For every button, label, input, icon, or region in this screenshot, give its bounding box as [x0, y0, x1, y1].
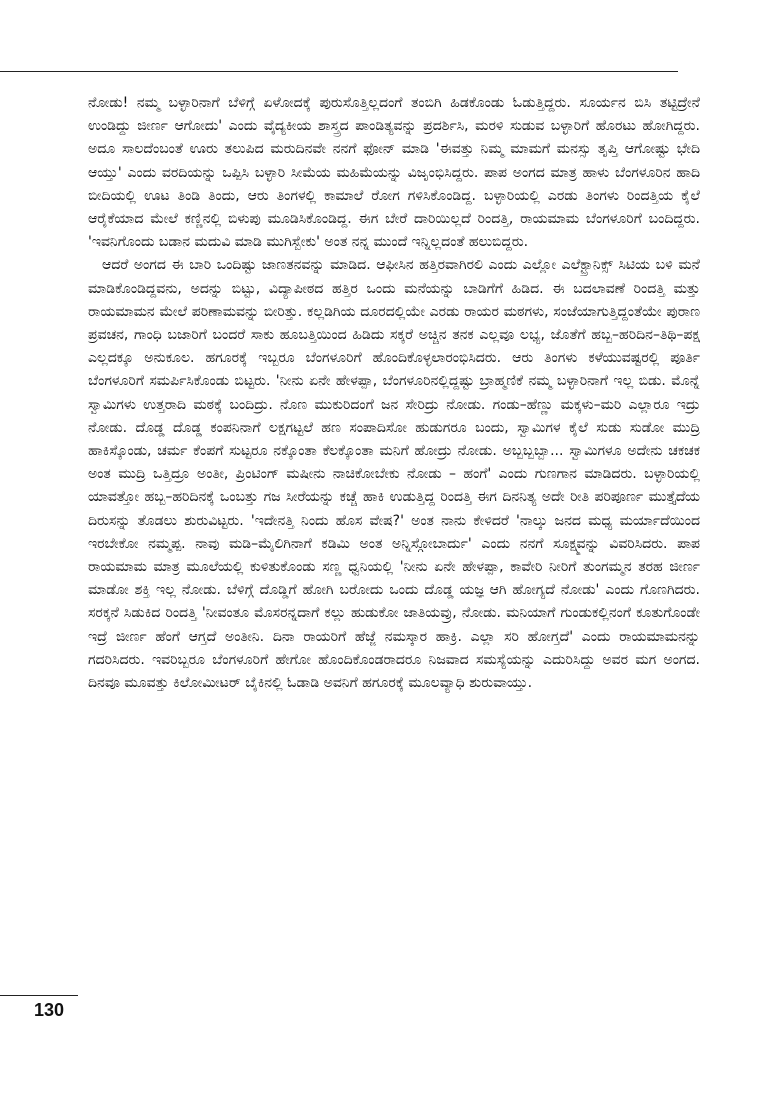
top-rule — [0, 71, 678, 72]
paragraph-2: ಆದರೆ ಅಂಗದ ಈ ಬಾರಿ ಒಂದಿಷ್ಟು ಜಾಣತನವನ್ನು ಮಾಡಿದ. ಆಫೀಸಿನ ಹತ್ತಿರವಾಗಿರಲಿ ಎಂದು ಎಲ್ಲೋ ಎಲೆಕ್ಟ್ರಾನಿಕ್ಸ್ ಸಿಟಿಯ ಬಳಿ ಮನೆ ಮಾಡಿಕೊಂಡಿದ್ದವನು, ಅದನ್ನು ಬಿಟ್ಟು, ವಿದ್ಯಾಪೀಠದ ಹತ್ತಿರ ಒಂದು ಮನೆಯನ್ನು ಬಾಡಿಗೆಗೆ ಹಿಡಿದ. ಈ ಬದಲಾವಣೆ ರಿಂದತ್ತಿ ಮತ್ತು ರಾಯಮಾಮನ ಮೇಲೆ ಪರಿಣಾಮವನ್ನು ಬೀರಿತ್ತು. ಕಲ್ಲಡಿಗಿಯ ದೂರದಲ್ಲಿಯೇ ಎರಡು ರಾಯರ ಮಠಗಳು, ಸಂಜೆಯಾಗುತ್ತಿದ್ದಂತೆಯೇ ಪುರಾಣ ಪ್ರವಚನ, ಗಾಂಧಿ ಬಜಾರಿಗೆ ಬಂದರೆ ಸಾಕು ಹೂಬತ್ತಿಯಿಂದ ಹಿಡಿದು ಸಕ್ಕರೆ ಅಚ್ಚಿನ ತನಕ ಎಲ್ಲವೂ ಲಭ್ಯ, ಜೊತೆಗೆ ಹಬ್ಬ–ಹರಿದಿನ–ತಿಥಿ–ಪಕ್ಷ ಎಲ್ಲದಕ್ಕೂ ಅನುಕೂಲ. ಹಗೂರಕ್ಕೆ ಇಬ್ಬರೂ ಬೆಂಗಳೂರಿಗೆ ಹೊಂದಿಕೊಳ್ಳಲಾರಂಭಿಸಿದರು. ಆರು ತಿಂಗಳು ಕಳೆಯುವಷ್ಟರಲ್ಲಿ ಪೂರ್ತಿ ಬೆಂಗಳೂರಿಗೆ ಸಮರ್ಪಿಸಿಕೊಂಡು ಬಿಟ್ಟರು. 'ನೀನು ಏನೇ ಹೇಳಪ್ಪಾ, ಬೆಂಗಳೂರಿನಲ್ಲಿದ್ದಷ್ಟು ಬ್ರಾಹ್ಮಣಿಕೆ ನಮ್ಮ ಬಳ್ಳಾರಿನಾಗೆ ಇಲ್ಲ ಬಿಡು. ಮೊನ್ನೆ ಸ್ವಾಮಿಗಳು ಉತ್ತರಾದಿ ಮಠಕ್ಕೆ ಬಂದಿದ್ರು. ನೊಣ ಮುಕುರಿದಂಗೆ ಜನ ಸೇರಿದ್ರು ನೋಡು. ಗಂಡು–ಹೆಣ್ಣು ಮಕ್ಕಳು–ಮರಿ ಎಲ್ಲಾರೂ ಇದ್ರು ನೋಡು. ದೊಡ್ಡ ದೊಡ್ಡ ಕಂಪನಿನಾಗೆ ಲಕ್ಷಗಟ್ಟಲೆ ಹಣ ಸಂಪಾದಿಸೋ ಹುಡುಗರೂ ಬಂದು, ಸ್ವಾಮಿಗಳ ಕೈಲೆ ಸುಡು ಸುಡೋ ಮುದ್ರಿ ಹಾಕಿಸ್ಕೊಂಡು, ಚರ್ಮ ಕೆಂಪಗೆ ಸುಟ್ಟರೂ ನಕ್ಕೊಂತಾ ಕೆಲಕ್ಕೊಂತಾ ಮನಿಗೆ ಹೋದ್ರು ನೋಡು. ಅಬ್ಬಬ್ಬಬ್ಬಾ... ಸ್ವಾಮಿಗಳೂ ಅದೇನು ಚಕಚಕ ಅಂತ ಮುದ್ರಿ ಒತ್ತಿದ್ರೂ ಅಂತೀ, ಪ್ರಿಂಟಿಂಗ್ ಮಷೀನು ನಾಚಿಕೋಬೇಕು ನೋಡು – ಹಂಗೆ' ಎಂದು ಗುಣಗಾನ ಮಾಡಿದರು. ಬಳ್ಳಾರಿಯಲ್ಲಿ ಯಾವತ್ತೋ ಹಬ್ಬ–ಹರಿದಿನಕ್ಕೆ ಒಂಬತ್ತು ಗಜ ಸೀರೆಯನ್ನು ಕಚ್ಚೆ ಹಾಕಿ ಉಡುತ್ತಿದ್ದ ರಿಂದತ್ತಿ ಈಗ ದಿನನಿತ್ಯ ಅದೇ ರೀತಿ ಪರಿಪೂರ್ಣ ಮುತ್ತೈದೆಯ ದಿರುಸನ್ನು ತೊಡಲು ಶುರುವಿಟ್ಟರು. 'ಇದೇನತ್ತಿ ನಿಂದು ಹೊಸ ವೇಷ?' ಅಂತ ನಾನು ಕೇಳಿದರೆ 'ನಾಲ್ಕು ಜನದ ಮಧ್ಯ ಮರ್ಯಾದೆಯಿಂದ ಇರಬೇಕೋ ನಮ್ಮಪ್ಪ. ನಾವು ಮಡಿ–ಮೈಲಿಗಿನಾಗೆ ಕಡಿಮಿ ಅಂತ ಅನ್ನಿಸ್ಗೋಬಾರ್ದು' ಎಂದು ನನಗೆ ಸೂಕ್ಷ್ಮವನ್ನು ವಿವರಿಸಿದರು. ಪಾಪ ರಾಯಮಾಮ ಮಾತ್ರ ಮೂಲೆಯಲ್ಲಿ ಕುಳಿತುಕೊಂಡು ಸಣ್ಣ ಧ್ವನಿಯಲ್ಲಿ 'ನೀನು ಏನೇ ಹೇಳಪ್ಪಾ, ಕಾವೇರಿ ನೀರಿಗೆ ತುಂಗಮ್ಮನ ತರಹ ಜೀರ್ಣ ಮಾಡೋ ಶಕ್ತಿ ಇಲ್ಲ ನೋಡು. ಬೆಳಿಗ್ಗೆ ದೊಡ್ಡಿಗೆ ಹೋಗಿ ಬರೋದು ಒಂದು ದೊಡ್ಡ ಯಜ್ಞ ಆಗಿ ಹೋಗ್ಯದೆ ನೋಡು' ಎಂದು ಗೊಣಗಿದರು. ಸರಕ್ಕನೆ ಸಿಡುಕಿದ ರಿಂದತ್ತಿ 'ನೀವಂತೂ ಮೊಸರನ್ನದಾಗೆ ಕಲ್ಲು ಹುಡುಕೋ ಜಾತಿಯವ್ರು, ನೋಡು. ಮನಿಯಾಗೆ ಗುಂಡುಕಲ್ಲಿನಂಗೆ ಕೂತುಗೊಂಡೇ ಇದ್ರೆ ಜೀರ್ಣ ಹೆಂಗೆ ಆಗ್ತದೆ ಅಂತೀನಿ. ದಿನಾ ರಾಯರಿಗೆ ಹೆಜ್ಜೆ ನಮಸ್ಕಾರ ಹಾಕ್ರಿ. ಎಲ್ಲಾ ಸರಿ ಹೋಗ್ತದೆ' ಎಂದು ರಾಯಮಾಮನನ್ನು ಗದರಿಸಿದರು. ಇವರಿಬ್ಬರೂ ಬೆಂಗಳೂರಿಗೆ ಹೇಗೋ ಹೊಂದಿಕೊಂಡರಾದರೂ ನಿಜವಾದ ಸಮಸ್ಯೆಯನ್ನು ಎದುರಿಸಿದ್ದು ಅವರ ಮಗ ಅಂಗದ. ದಿನವೂ ಮೂವತ್ತು ಕಿಲೋಮೀಟರ್ ಬೈಕಿನಲ್ಲಿ ಓಡಾಡಿ ಅವನಿಗೆ ಹಗೂರಕ್ಕೆ ಮೂಲವ್ಯಾಧಿ ಶುರುವಾಯ್ತು. — [88, 257, 700, 692]
page-number: 130 — [34, 1000, 65, 1020]
page-number-rule — [0, 995, 78, 996]
paragraph-1: ನೋಡು! ನಮ್ಮ ಬಳ್ಳಾರಿನಾಗೆ ಬೆಳಿಗ್ಗೆ ಏಳೋದಕ್ಕೆ ಪುರುಸೊತ್ತಿಲ್ಲದಂಗೆ ತಂಬಿಗಿ ಹಿಡಕೊಂಡು ಓಡುತ್ತಿದ್ದರು. ಸೂರ್ಯನ ಬಿಸಿ ತಟ್ಟಿದ್ರೇನೆ ಉಂಡಿದ್ದು ಜೀರ್ಣ ಆಗೋದು' ಎಂದು ವೈದ್ಯಕೀಯ ಶಾಸ್ತ್ರದ ಪಾಂಡಿತ್ಯವನ್ನು ಪ್ರದರ್ಶಿಸಿ, ಮರಳಿ ಸುಡುವ ಬಳ್ಳಾರಿಗೆ ಹೊರಟು ಹೋಗಿದ್ದರು. ಅದೂ ಸಾಲದೆಂಬಂತೆ ಊರು ತಲುಪಿದ ಮರುದಿನವೇ ನನಗೆ ಫೋನ್ ಮಾಡಿ 'ಈವತ್ತು ನಿಮ್ಮ ಮಾಮಗೆ ಮನಸ್ಸು ತೃಪ್ತಿ ಆಗೋಷ್ಟು ಭೇದಿ ಆಯ್ತು' ಎಂದು ವರದಿಯನ್ನು ಒಪ್ಪಿಸಿ ಬಳ್ಳಾರಿ ಸೀಮೆಯ ಮಹಿಮೆಯನ್ನು ವಿಜೃಂಭಿಸಿದ್ದರು. ಪಾಪ ಅಂಗದ ಮಾತ್ರ ಹಾಳು ಬೆಂಗಳೂರಿನ ಹಾದಿ ಬೀದಿಯಲ್ಲಿ ಊಟ ತಿಂಡಿ ತಿಂದು, ಆರು ತಿಂಗಳಲ್ಲಿ ಕಾಮಾಲೆ ರೋಗ ಗಳಿಸಿಕೊಂಡಿದ್ದ. ಬಳ್ಳಾರಿಯಲ್ಲಿ ಎರಡು ತಿಂಗಳು ರಿಂದತ್ತಿಯ ಕೈಲೆ ಆರೈಕೆಯಾದ ಮೇಲೆ ಕಣ್ಣಿನಲ್ಲಿ ಬಿಳುಪು ಮೂಡಿಸಿಕೊಂಡಿದ್ದ. ಈಗ ಬೇರೆ ದಾರಿಯಿಲ್ಲದೆ ರಿಂದತ್ತಿ, ರಾಯಮಾಮ ಬೆಂಗಳೂರಿಗೆ ಬಂದಿದ್ದರು. 'ಇವನಿಗೊಂದು ಬಡಾನ ಮದುವಿ ಮಾಡಿ ಮುಗಿಸ್ಬೇಕು' ಅಂತ ನನ್ನ ಮುಂದೆ ಇನ್ನಿಲ್ಲದಂತೆ ಹಲುಬಿದ್ದರು. — [88, 95, 700, 251]
page-body — [88, 92, 700, 695]
